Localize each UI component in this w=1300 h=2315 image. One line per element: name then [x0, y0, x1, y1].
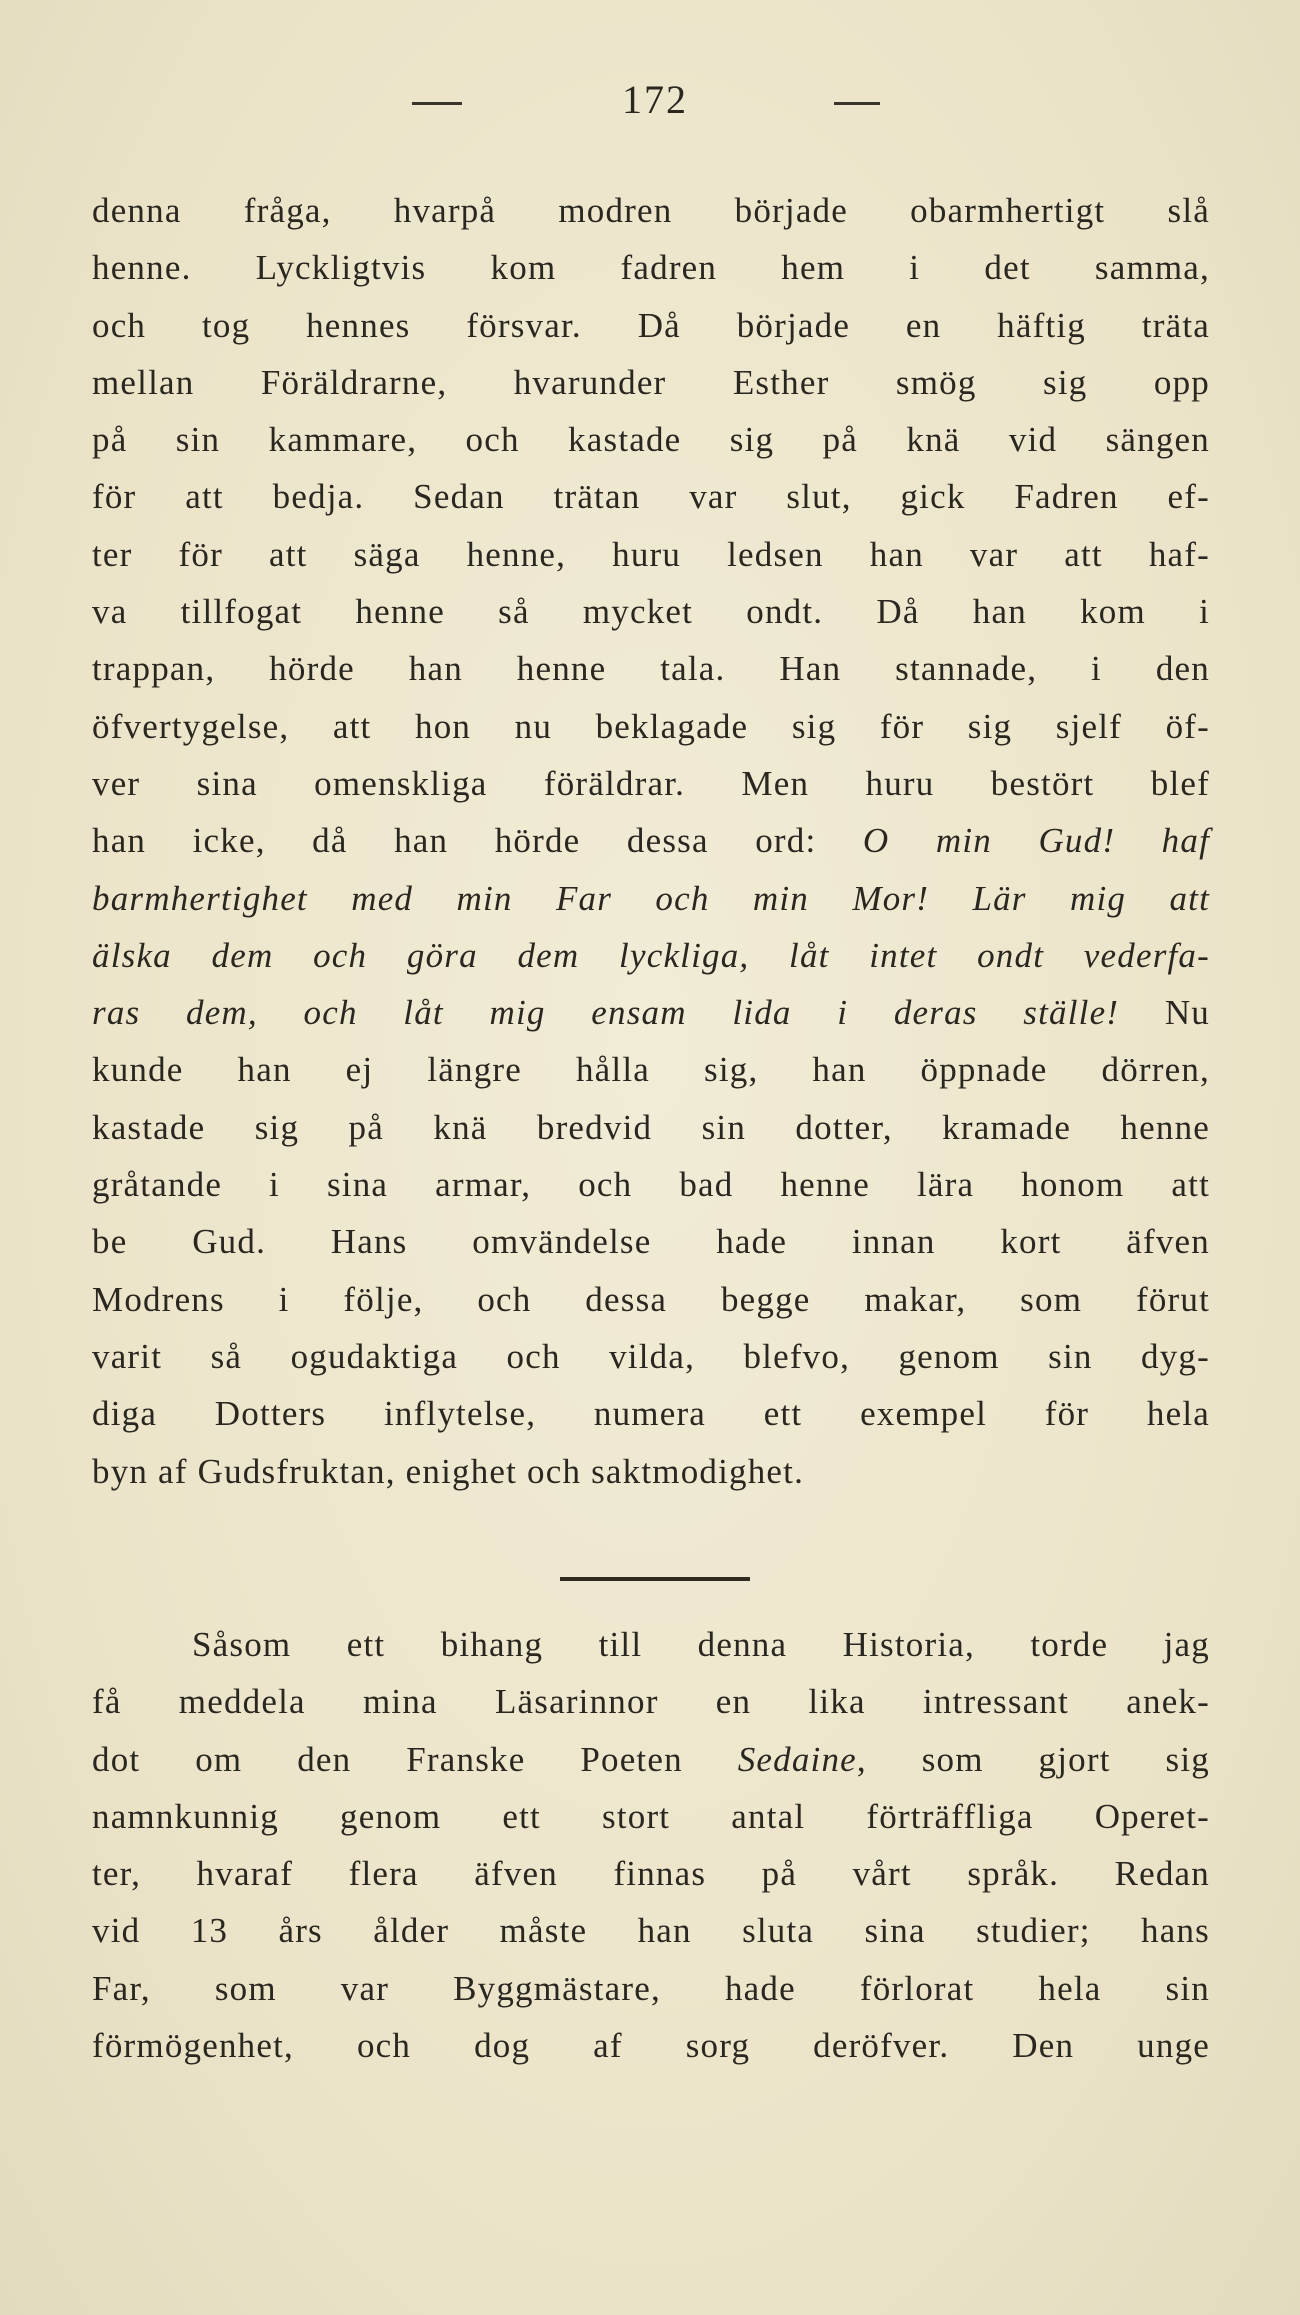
text-line: och tog hennes försvar. Då började en häftig träta: [92, 305, 1210, 345]
text-line-roman: , som gjort sig: [856, 1739, 1210, 1779]
text-line: va tillfogat henne så mycket ondt. Då han kom i: [92, 592, 1210, 632]
text-line: varit så ogudaktiga och vilda, blefvo, genom sin dyg-: [92, 1336, 1210, 1376]
text-line: Modrens i följe, och dessa begge makar, som förut: [92, 1279, 1210, 1319]
text-line: gråtande i sina armar, och bad henne lära honom att: [92, 1165, 1210, 1205]
paragraph-1: [92, 182, 1210, 1500]
text-line: ter, hvaraf flera äfven finnas på vårt språk. Redan: [92, 1854, 1210, 1894]
text-line: mellan Föräldrarne, hvarunder Esther smög sig opp: [92, 362, 1210, 402]
text-line: få meddela mina Läsarinnor en lika intressant anek-: [92, 1682, 1210, 1722]
page-header: [0, 72, 1300, 132]
text-line: vid 13 års ålder måste han sluta sina studier; hans: [92, 1911, 1210, 1951]
header-dash-left: [412, 102, 462, 105]
text-line: henne. Lyckligtvis kom fadren hem i det samma,: [92, 248, 1210, 288]
text-line-roman: dot om den Franske Poeten: [92, 1739, 738, 1779]
page-number: 172: [622, 77, 688, 122]
text-line-roman: Nu: [1119, 993, 1210, 1033]
text-line-italic: älska dem och göra dem lyckliga, låt intet ondt vederfa-: [92, 935, 1210, 975]
text-line: [92, 812, 1210, 869]
text-line: Far, som var Byggmästare, hade förlorat hela sin: [92, 1968, 1210, 2008]
text-line: ver sina omenskliga föräldrar. Men huru bestört blef: [92, 763, 1210, 803]
section-divider: [560, 1577, 750, 1581]
text-line: [92, 927, 1210, 984]
text-line-italic: ras dem, och låt mig ensam lida i deras ställe!: [92, 993, 1120, 1033]
text-line: för att bedja. Sedan trätan var slut, gick Fadren ef-: [92, 477, 1210, 517]
text-line: trappan, hörde han henne tala. Han stannade, i den: [92, 649, 1210, 689]
text-line: denna fråga, hvarpå modren började obarmhertigt slå: [92, 191, 1210, 230]
text-line: diga Dotters inflytelse, numera ett exempel för hela: [92, 1394, 1210, 1434]
text-line: namnkunnig genom ett stort antal förträffliga Operet-: [92, 1796, 1210, 1836]
header-dash-right: [834, 102, 880, 105]
text-line: förmögenhet, och dog af sorg deröfver. Den unge: [92, 2026, 1210, 2066]
text-line: [92, 870, 1210, 927]
text-line: kastade sig på knä bredvid sin dotter, kramade henne: [92, 1107, 1210, 1147]
text-line-italic: barmhertighet med min Far och min Mor! Lär mig att: [92, 878, 1210, 918]
text-line: [92, 1731, 1210, 1788]
paragraph-2: [92, 1616, 1210, 2074]
text-line-roman: han icke, då han hörde dessa ord:: [92, 821, 863, 861]
text-line: [92, 984, 1210, 1041]
text-line-italic: Sedaine: [737, 1739, 857, 1779]
text-line: ter för att säga henne, huru ledsen han var att haf-: [92, 534, 1210, 574]
text-line: be Gud. Hans omvändelse hade innan kort äfven: [92, 1222, 1210, 1262]
text-line: öfvertygelse, att hon nu beklagade sig för sig sjelf öf-: [92, 706, 1210, 746]
text-line: Såsom ett bihang till denna Historia, torde jag: [192, 1625, 1210, 1664]
text-line: på sin kammare, och kastade sig på knä vid sängen: [92, 420, 1210, 460]
text-line-italic: O min Gud! haf: [862, 821, 1211, 861]
text-line: byn af Gudsfruktan, enighet och saktmodighet.: [92, 1451, 805, 1491]
text-line: kunde han ej längre hålla sig, han öppnade dörren,: [92, 1050, 1210, 1090]
